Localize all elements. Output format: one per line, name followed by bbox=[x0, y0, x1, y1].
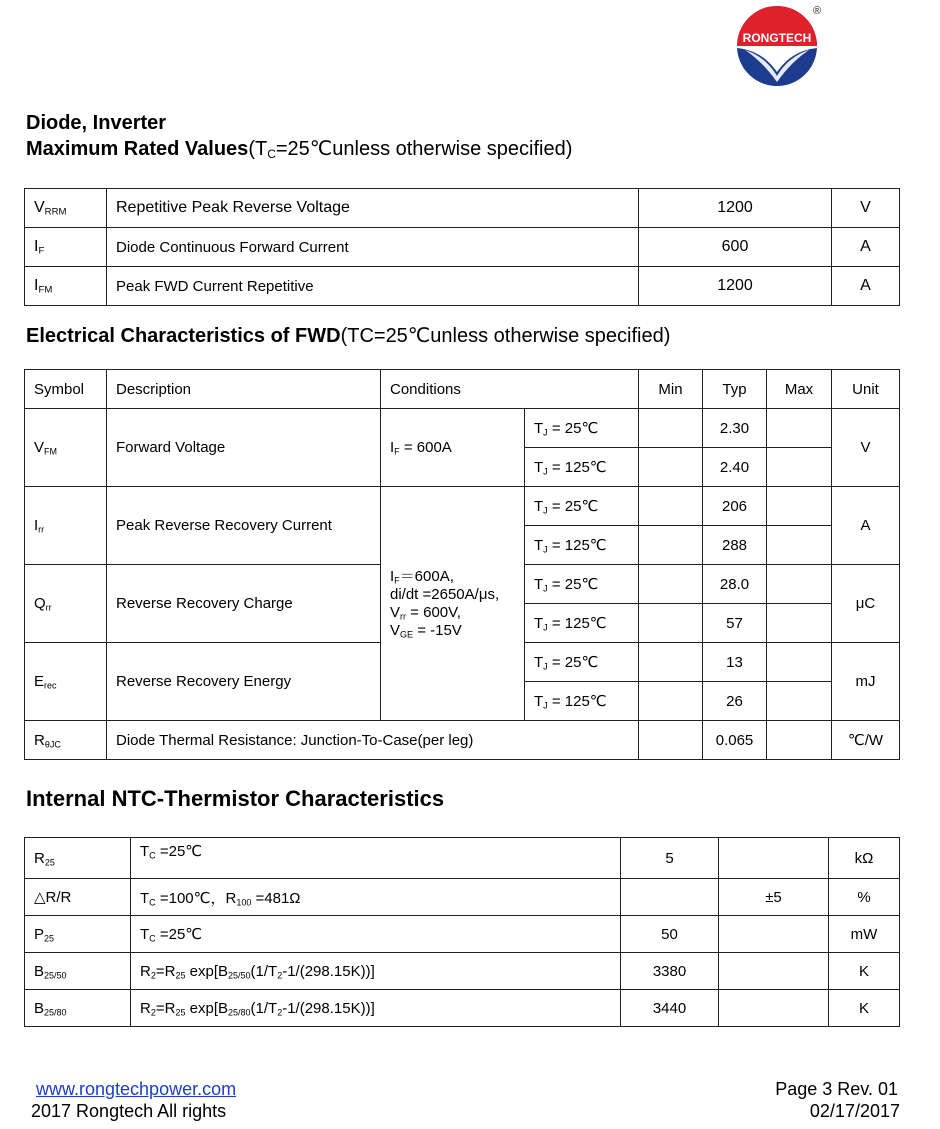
tj-cell: $T_J$ = 125℃ bbox=[525, 448, 639, 487]
table-header-row bbox=[25, 370, 900, 409]
unit-cell: mW bbox=[829, 916, 900, 953]
tj-cell: $T_J$ = 125℃ bbox=[525, 604, 639, 643]
max-cell bbox=[767, 409, 832, 448]
tj-cell: $T_J$ = 25℃ bbox=[525, 409, 639, 448]
condition-cell: $T_C$ =100℃，$R_{100} =481\Omega$ bbox=[131, 879, 621, 916]
description-cell: Peak FWD Current Repetitive bbox=[107, 267, 639, 306]
typ-cell: 288 bbox=[703, 526, 767, 565]
table-row bbox=[25, 953, 900, 990]
symbol-cell: $B_{25/50}$ bbox=[25, 953, 131, 990]
document-date: 02/17/2017 bbox=[809, 1101, 900, 1121]
condition-cell: $T_C$ =25℃ bbox=[131, 838, 621, 879]
max-cell bbox=[767, 682, 832, 721]
value-cell: 3380 bbox=[621, 953, 719, 990]
value-cell: 3440 bbox=[621, 990, 719, 1027]
unit-cell: ℃/W bbox=[832, 721, 900, 760]
max-cell bbox=[719, 990, 829, 1027]
header-symbol: Symbol bbox=[25, 370, 107, 409]
min-cell bbox=[639, 643, 703, 682]
tj-cell: $T_J$ = 25℃ bbox=[525, 643, 639, 682]
tj-cell: $T_J$ = 125℃ bbox=[525, 682, 639, 721]
typ-cell: 0.065 bbox=[703, 721, 767, 760]
typ-cell: 57 bbox=[703, 604, 767, 643]
typ-cell: 13 bbox=[703, 643, 767, 682]
value-cell: 1200 bbox=[639, 189, 832, 228]
fwd-heading: Electrical Characteristics of FWD(TC=25℃unless otherwise specified) bbox=[26, 325, 671, 347]
min-cell bbox=[639, 565, 703, 604]
website-link[interactable]: www.rongtechpower.com bbox=[36, 1079, 237, 1099]
recovery-conditions-cell: $I_F=600A$, di/dt =2650A/μs, $V_{rr} = 600V$, $V_{GE} = -15V$ bbox=[381, 487, 525, 721]
table-row bbox=[25, 487, 900, 526]
max-cell bbox=[767, 721, 832, 760]
symbol-cell: $Q_{rr}$ bbox=[25, 565, 107, 643]
logo-text: RONGTECH bbox=[742, 31, 812, 45]
description-cell: Diode Thermal Resistance: Junction-To-Case(per leg) bbox=[107, 721, 639, 760]
max-cell bbox=[767, 487, 832, 526]
max-rated-table bbox=[24, 188, 900, 306]
rongtech-logo bbox=[735, 2, 825, 90]
ntc-heading: Internal NTC-Thermistor Characteristics bbox=[26, 786, 445, 811]
max-cell bbox=[719, 838, 829, 879]
description-cell: Peak Reverse Recovery Current bbox=[107, 487, 381, 565]
description-cell: Reverse Recovery Energy bbox=[107, 643, 381, 721]
header-max: Max bbox=[767, 370, 832, 409]
unit-cell: V bbox=[832, 409, 900, 487]
table-row bbox=[25, 879, 900, 916]
description-cell: Reverse Recovery Charge bbox=[107, 565, 381, 643]
fwd-characteristics-table bbox=[24, 369, 900, 760]
min-cell bbox=[639, 526, 703, 565]
unit-cell: K bbox=[829, 953, 900, 990]
registered-mark: ® bbox=[813, 5, 822, 17]
value-cell: 1200 bbox=[639, 267, 832, 306]
min-cell bbox=[639, 721, 703, 760]
typ-cell: 26 bbox=[703, 682, 767, 721]
symbol-cell: $R_{25}$ bbox=[25, 838, 131, 879]
table-row bbox=[25, 990, 900, 1027]
min-cell bbox=[639, 409, 703, 448]
unit-cell: μC bbox=[832, 565, 900, 643]
ntc-thermistor-table bbox=[24, 837, 900, 1027]
unit-cell: % bbox=[829, 879, 900, 916]
tj-cell: $T_J$ = 25℃ bbox=[525, 565, 639, 604]
table-row bbox=[25, 228, 900, 267]
table-row bbox=[25, 916, 900, 953]
condition-cell: $I_F = 600A$ bbox=[381, 409, 525, 487]
description-cell: Diode Continuous Forward Current bbox=[107, 228, 639, 267]
max-cell bbox=[767, 448, 832, 487]
symbol-cell: $P_{25}$ bbox=[25, 916, 131, 953]
unit-cell: kΩ bbox=[829, 838, 900, 879]
unit-cell: A bbox=[832, 228, 900, 267]
page-revision: Page 3 Rev. 01 bbox=[775, 1079, 898, 1099]
table-row bbox=[25, 838, 900, 879]
max-cell: ±5 bbox=[719, 879, 829, 916]
section-title: Diode, Inverter bbox=[26, 112, 167, 134]
header-unit: Unit bbox=[832, 370, 900, 409]
typ-cell: 28.0 bbox=[703, 565, 767, 604]
table-row bbox=[25, 721, 900, 760]
max-cell bbox=[767, 565, 832, 604]
formula-cell: $R_2=R_{25}$ $\exp[B_{25/50}(1/T_2-1/(298.15K))]$ bbox=[131, 953, 621, 990]
unit-cell: A bbox=[832, 487, 900, 565]
formula-cell: $R_2=R_{25}$ $\exp[B_{25/80}(1/T_2-1/(298.15K))]$ bbox=[131, 990, 621, 1027]
symbol-cell: $I_{FM}$ bbox=[25, 267, 107, 306]
value-cell: 600 bbox=[639, 228, 832, 267]
symbol-cell: $V_{FM}$ bbox=[25, 409, 107, 487]
max-rated-heading: Maximum Rated $Values(T_C=25℃unless$ otherwise specified) bbox=[26, 138, 573, 161]
header-typ: Typ bbox=[703, 370, 767, 409]
max-cell bbox=[719, 953, 829, 990]
typ-cell: 2.30 bbox=[703, 409, 767, 448]
max-cell bbox=[767, 643, 832, 682]
tj-cell: $T_J$ = 25℃ bbox=[525, 487, 639, 526]
unit-cell: A bbox=[832, 267, 900, 306]
value-cell: 5 bbox=[621, 838, 719, 879]
symbol-cell: △R/R bbox=[25, 879, 131, 916]
min-cell bbox=[639, 682, 703, 721]
symbol-cell: $I_F$ bbox=[25, 228, 107, 267]
min-cell bbox=[639, 604, 703, 643]
symbol-cell: $R_{\theta JC}$ bbox=[25, 721, 107, 760]
description-cell: Forward Voltage bbox=[107, 409, 381, 487]
tj-cell: $T_J$ = 125℃ bbox=[525, 526, 639, 565]
min-cell bbox=[639, 448, 703, 487]
max-cell bbox=[767, 604, 832, 643]
table-row bbox=[25, 409, 900, 448]
min-cell bbox=[639, 487, 703, 526]
description-cell: Repetitive Peak Reverse Voltage bbox=[107, 189, 639, 228]
typ-cell: 206 bbox=[703, 487, 767, 526]
symbol-cell: $B_{25/80}$ bbox=[25, 990, 131, 1027]
table-row bbox=[25, 267, 900, 306]
table-row bbox=[25, 189, 900, 228]
typ-cell: 2.40 bbox=[703, 448, 767, 487]
copyright-text: 2017 Rongtech All rights bbox=[31, 1101, 227, 1121]
symbol-cell: $E_{rec}$ bbox=[25, 643, 107, 721]
unit-cell: mJ bbox=[832, 643, 900, 721]
diode-heading bbox=[26, 110, 572, 162]
header-conditions: Conditions bbox=[381, 370, 639, 409]
symbol-cell: $V_{RRM}$ bbox=[25, 189, 107, 228]
header-min: Min bbox=[639, 370, 703, 409]
max-cell bbox=[767, 526, 832, 565]
value-cell bbox=[621, 879, 719, 916]
condition-cell: $T_C$ =25℃ bbox=[131, 916, 621, 953]
value-cell: 50 bbox=[621, 916, 719, 953]
unit-cell: K bbox=[829, 990, 900, 1027]
header-description: Description bbox=[107, 370, 381, 409]
unit-cell: V bbox=[832, 189, 900, 228]
symbol-cell: $I_{rr}$ bbox=[25, 487, 107, 565]
max-cell bbox=[719, 916, 829, 953]
